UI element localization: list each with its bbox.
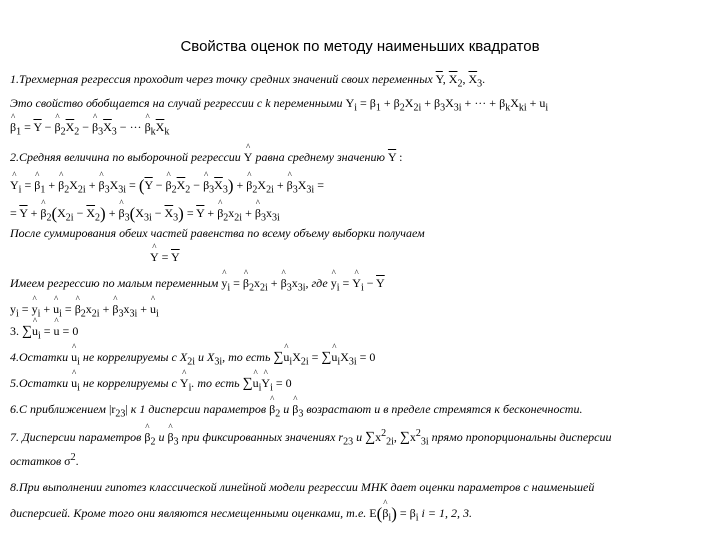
- mean-equality-formula: ^ $\overline{Y} = \overline{Y}$: [150, 250, 180, 264]
- property-3-line: [10, 324, 78, 341]
- property-7-line: 7. Дисперсии параметров ^ $\beta_2$ и ^ $\beta_3$ при фиксированных значениях $r_{23}$ и $\sum x^2_{2i}$, $\sum x^2_{3i}$ прямо пропорциональны дисперсии: [10, 428, 611, 447]
- beta-hat-formula: ^ $\beta_1 = \overline{Y}$ − ^ $\beta_2\overline{X}_2$ − ^ $\beta_3\overline{X}_3$ − ··· ^ $\beta_k\overline{X}_k$: [10, 120, 169, 134]
- property-7-text-f: остатков: [10, 454, 62, 468]
- property-8-line: [10, 480, 594, 495]
- property-6-text-a: 6.С приближением: [10, 402, 106, 416]
- index-range-text: i = 1, 2, 3.: [421, 506, 472, 520]
- summation-text: После суммирования обеих частей равенства по всему объему выборки получаем: [10, 226, 425, 240]
- derivation-line-2: [10, 204, 280, 224]
- unbiasedness-formula: E(^ $\beta_i) = \beta_i$: [369, 506, 418, 520]
- beta-hat-line: [10, 120, 169, 137]
- y-bar-symbol: $\overline{Y}$ :: [387, 150, 403, 164]
- property-1-generalization-line: [10, 96, 548, 113]
- property-7-text-d: и: [356, 430, 363, 444]
- property-6-text-d: возрастают и в пределе стремятся к бесконечности.: [306, 402, 583, 416]
- small-variables-formula: ^ $y_i$ = ^ $\beta_2x_{2i}$ + ^ $\beta_3x_{3i}$: [221, 276, 305, 290]
- property-5-text-a: 5.Остатки: [10, 376, 69, 390]
- derivation-formula-1: ^ $Y_i$ = ^ $\beta_1$ + ^ $\beta_2X_{2i}$ + ^ $\beta_3X_{3i} = (\overline{Y}$ − ^ $\beta_2\overline{X}_2$ − ^ $\beta_3\overline{X}_3$) + ^ $\beta_2X_{2i}$ + ^ $\beta_3X_{3i}$ =: [10, 178, 324, 192]
- property-7-text-a: 7. Дисперсии параметров: [10, 430, 142, 444]
- property-5-line: [10, 376, 292, 393]
- property-1-generalization-text: Это свойство обобщается на случай регрессии с k переменными: [10, 96, 343, 110]
- property-8-continuation-line: [10, 504, 472, 524]
- property-2-text-a: 2.Средняя величина по выборочной регрессии: [10, 150, 241, 164]
- property-7-text-e: прямо пропорциональны дисперсии: [431, 430, 612, 444]
- u-hat-symbol-2: ^ $u_i$: [71, 376, 80, 390]
- small-variables-text: Имеем регрессию по малым переменным: [10, 276, 219, 290]
- property-7-text-c: при фиксированных значениях r: [181, 430, 344, 444]
- y-decomposition-formula: $y_i$ = ^ $y_i$ + ^ $u_i$ = ^ $\beta_2x_{2i}$ + ^ $\beta_3x_{3i}$ + ^ $u_i$: [10, 302, 159, 316]
- property-4-text-d: , то есть: [222, 350, 271, 364]
- property-4-line: 4.Остатки ^ $u_i$ не коррелируемы с $X_{2i}$ и $X_{3i}$, то есть ∑^ $u_iX_{2i}$ = ∑^ $u_iX_{3i} = 0$: [10, 350, 375, 367]
- property-8-text-b: дисперсией. Кроме того они являются несмещенными оценками, т.е.: [10, 506, 367, 520]
- property-5-text-b: не коррелируемы с: [82, 376, 177, 390]
- property-7-continuation-line: [10, 452, 79, 469]
- y-hat-definition: ^ $y_i$ = ^ $Y_i - \overline{Y}$: [331, 276, 385, 290]
- derivation-formula-2: = $\overline{Y}$ + ^ $\beta_2(X_{2i} - \overline{X}_2)$ + ^ $\beta_3(X_{3i} - \overline{X}_3) = \overline{Y}$ + ^ $\beta_2x_{2i}$ + ^ $\beta_3x_{3i}$: [10, 206, 280, 220]
- u-hat-symbol: ^ $u_i$: [71, 350, 80, 364]
- property-6-text-c: и: [283, 402, 290, 416]
- property-4-text-c: и X: [198, 350, 215, 364]
- property-2-line: [10, 150, 403, 165]
- small-variables-line: Имеем регрессию по малым переменным ^ $y_i$ = ^ $\beta_2x_{2i}$ + ^ $\beta_3x_{3i}$, где ^ $y_i$ = ^ $Y_i - \overline{Y}$: [10, 276, 385, 293]
- y-hat-bar-symbol: ^ $\overline{Y}$: [244, 150, 253, 164]
- property-7-text-b: и: [158, 430, 165, 444]
- property-2-text-b: равна среднему значению: [255, 150, 385, 164]
- property-3-formula: 3. ∑^ $u_i$ = ^ $\overline{u} = 0$: [10, 324, 78, 338]
- derivation-line-1: [10, 176, 324, 196]
- y-hat-i-symbol: ^ $Y_i$: [180, 376, 191, 390]
- property-6-text-b: к 1 дисперсии параметров: [130, 402, 267, 416]
- beta3-hat-symbol-2: ^ $\beta_3$: [167, 430, 178, 444]
- means-point-formula: $\overline{Y}$, $\overline{X}_2$, $\overline{X}_3$.: [435, 72, 486, 90]
- beta3-hat-symbol: ^ $\beta_3$: [292, 402, 303, 416]
- beta2-hat-symbol: ^ $\beta_2$: [269, 402, 280, 416]
- property-5-formula: ∑^ $u_i\^{}$ $Y_i = 0$: [243, 376, 292, 390]
- property-1-text: 1.Трехмерная регрессия проходит через точку средних значений своих переменных: [10, 72, 433, 86]
- property-4-text-a: 4.Остатки: [10, 350, 69, 364]
- property-4-text-b: не коррелируемы с X: [82, 350, 188, 364]
- property-1-line: [10, 72, 485, 89]
- sigma-squared-symbol: $\sigma^2$.: [64, 452, 79, 468]
- r23-abs-symbol: $|r_{23}|$: [108, 402, 128, 420]
- property-8-text-a: 8.При выполнении гипотез классической линейной модели регрессии МНК дает оценки параметров с наименьшей: [10, 480, 595, 494]
- where-text: где: [311, 276, 328, 290]
- sum-x-squared-formula: $\sum x^2_{2i}$, $\sum x^2_{3i}$: [365, 428, 429, 448]
- page-title: Свойства оценок по методу наименьших квадратов: [180, 38, 540, 55]
- mean-equality-line: [150, 250, 180, 265]
- summation-line: [10, 226, 425, 241]
- property-5-text-c: . то есть: [191, 376, 240, 390]
- k-variable-regression-formula: $Y_i = \beta_1 + \beta_2X_{2i} + \beta_3X_{3i}$ + ··· + $\beta_kX_{ki} + u_i$: [345, 96, 549, 114]
- beta2-hat-symbol-2: ^ $\beta_2$: [144, 430, 155, 444]
- property-4-formula: ∑^ $u_iX_{2i}$ = ∑^ $u_iX_{3i} = 0$: [273, 350, 375, 364]
- property-6-line: [10, 402, 582, 419]
